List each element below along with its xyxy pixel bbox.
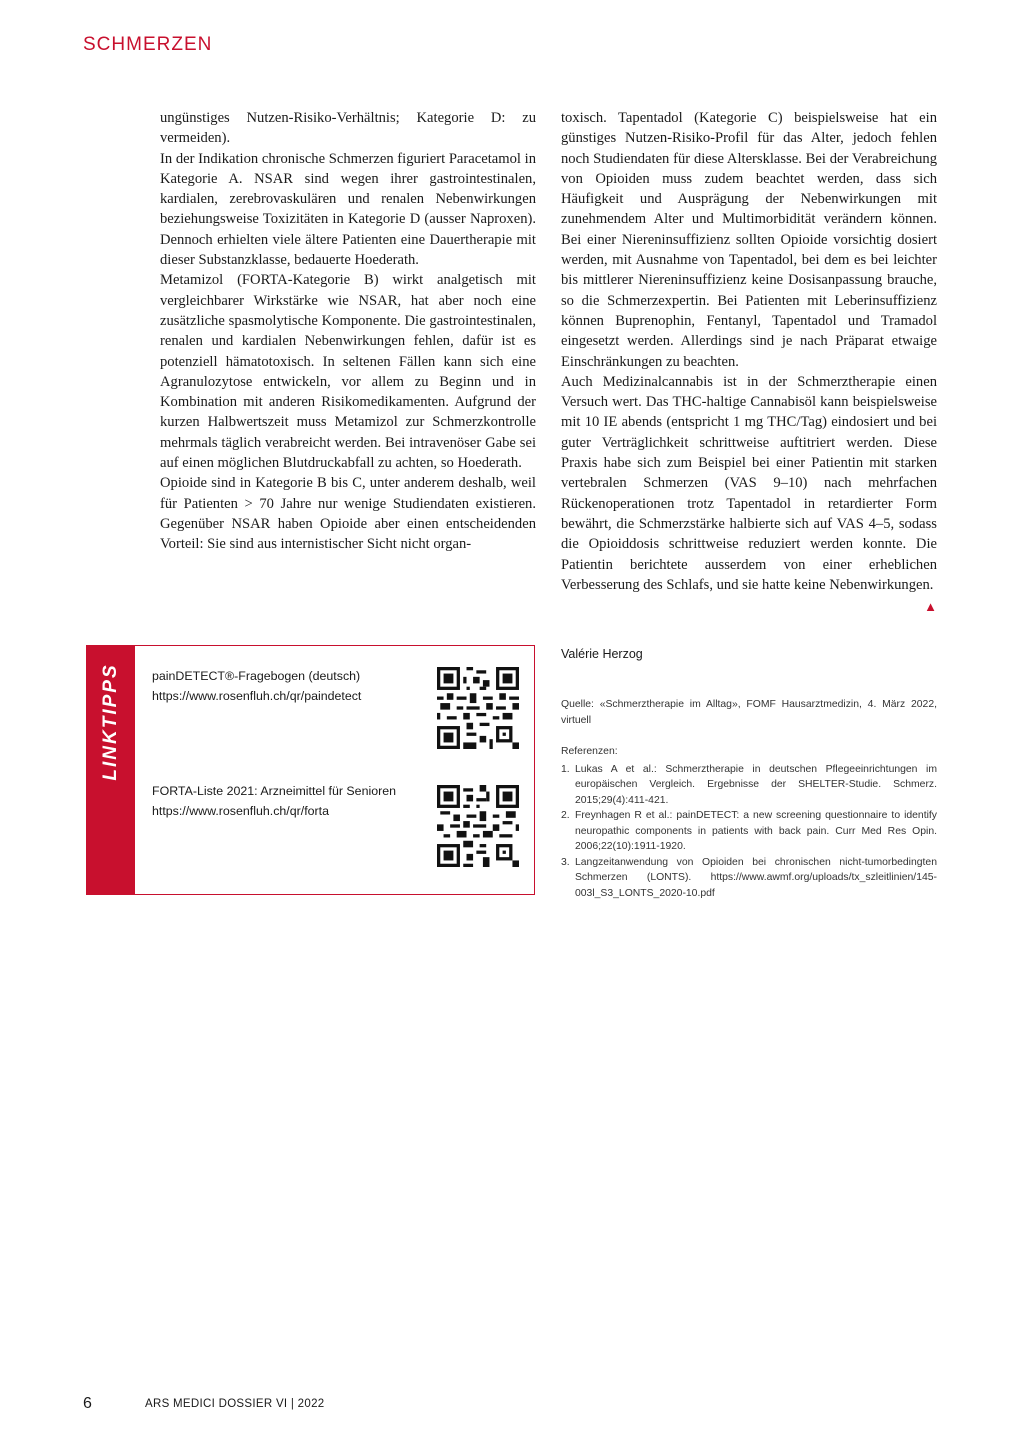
link-title: FORTA-Liste 2021: Arzneimittel für Senioren (152, 784, 397, 798)
reference-item (561, 808, 937, 855)
linktipps-band (87, 646, 135, 894)
linktipps-box (86, 645, 535, 895)
linktipp-forta[interactable] (152, 781, 396, 821)
link-url[interactable]: https://www.rosenfluh.ch/qr/forta (152, 804, 329, 818)
qr-code-icon[interactable] (437, 784, 519, 868)
references (561, 744, 937, 901)
reference-item (561, 855, 937, 902)
left-text-column (160, 108, 536, 555)
reference-item (561, 762, 937, 809)
link-url[interactable]: https://www.rosenfluh.ch/qr/paindetect (152, 689, 362, 703)
reference-number: 3. (561, 856, 570, 868)
paragraph: Opioide sind in Kategorie B bis C, unter anderem deshalb, weil für Patienten > 70 Jahre nur wenige Studiendaten existieren. Gegenüber NSAR haben Opioide aber einen entscheidenden Vorteil: Sie sind aus internistischer Sicht nicht organ- (160, 475, 536, 553)
reference-text: Lukas A et al.: Schmerztherapie in deutschen Pflegeeinrichtungen im europäischen Vergleich. Ergebnisse der SHELTER-Studie. Schmerz. 2015;29(4):411-421. (575, 763, 937, 806)
author: Valérie Herzog (561, 647, 643, 661)
linktipps-label: LINKTIPPS (100, 663, 121, 781)
source-note: Quelle: «Schmerztherapie im Alltag», FOMF Hausarztmedizin, 4. März 2022, virtuell (561, 699, 937, 726)
qr-code-icon[interactable] (437, 666, 519, 750)
publication-name: ARS MEDICI DOSSIER VI | 2022 (145, 1398, 325, 1410)
paragraph (561, 372, 937, 615)
reference-number: 1. (561, 763, 570, 775)
reference-number: 2. (561, 810, 570, 821)
end-of-article-icon: ▲ (924, 599, 937, 615)
paragraph: toxisch. Tapentadol (Kategorie C) beispielsweise hat ein günstiges Nutzen-Risiko-Profil für das Alter, jedoch fehlen noch Studiendaten für diese Altersklasse. Bei der Verabreichung von Opioiden muss zudem beachtet werden, dass sich Häufigkeit und Ausprägung der Nebenwirkungen mit zunehmendem Alter und Multimorbidität verändern können. Bei einer Niereninsuffizienz sollten Opioide vorsichtig dosiert werden, mit Ausnahme von Tapentadol, bei dem es bei leichter bis mittlerer Niereninsuffizienz keine Dosisanpassung brauche, so die Schmerzexpertin. Bei Patienten mit Leberinsuffizienz können Buprenophin, Fentanyl, Tapentadol und Tramadol eingesetzt werden. Allerdings sind je nach Präparat etwaige Einschränkungen zu beachten. (561, 110, 937, 370)
paragraph: In der Indikation chronische Schmerzen figuriert Paracetamol in Kategorie A. NSAR sind wegen ihrer gastrointestinalen, kardialen, zerebrovaskulären und renalen Nebenwirkungen beziehungsweise Toxizitäten in Kategorie D (ausser Naproxen). Dennoch erhielten viele ältere Patienten eine Dauertherapie mit dieser Substanzklasse, bedauerte Hoederath. (160, 150, 536, 269)
paragraph: ungünstiges Nutzen-Risiko-Verhältnis; Kategorie D: zu vermeiden). (160, 110, 536, 147)
paragraph-text: Auch Medizinalcannabis ist in der Schmerztherapie einen Versuch wert. Das THC-haltige Cannabisöl kann beispielsweise mit 10 IE abends (entspricht 1 mg THC/Tag) eindosiert und bei guter Verträglichkeit schrittweise auftitriert werden. Diese Praxis habe sich zum Beispiel bei einer Patientin mit starken vertebralen Schmerzen (VAS 9–10) nach mehrfachen Rückenoperationen trotz Tapentadol in retardierter Form bewährt, die Schmerzstärke halbierte sich auf VAS 4–5, sodass die Opioiddosis schrittweise reduziert werden konnte. Die Patientin berichtete ausserdem von einer erheblichen Verbesserung des Schlafs, und sie hatte keine Nebenwirkungen. (561, 373, 937, 593)
page-number: 6 (83, 1395, 92, 1412)
references-heading: Referenzen: (561, 746, 618, 757)
reference-text: Langzeitanwendung von Opioiden bei chronischen nicht-tumorbedingten Schmerzen (LONTS). https://www.awmf.org/uploads/tx_szleitlinien/145-003l_S3_LONTS_2020-10.pdf (575, 856, 937, 899)
linktipp-paindetect[interactable] (152, 666, 361, 706)
paragraph: Metamizol (FORTA-Kategorie B) wirkt analgetisch mit vergleichbarer Wirkstärke wie NSAR, hat aber noch eine zusätzliche spasmolytische Komponente. Die gastrointestinalen, renalen und kardialen Nebenwirkungen fehlen, dafür ist es potenziell hämatotoxisch. In seltenen Fällen kann sich eine Agranulozytose entwickeln, vor allem zu Beginn und in Kombination mit anderen Risikomedikamenten. Aufgrund der kurzen Halbwertszeit muss Metamizol zur Schmerzkontrolle mehrmals täglich verabreicht werden. Bei intravenöser Gabe sei auf einen möglichen Blutdruckabfall zu achten, so Hoederath. (160, 272, 536, 472)
reference-text: Freynhagen R et al.: painDETECT: a new screening questionnaire to identify neuropathic components in patients with back pain. Curr Med Res Opin. 2006;22(10):1911-1920. (575, 810, 937, 852)
section-title: SCHMERZEN (83, 34, 213, 55)
link-title: painDETECT®-Fragebogen (deutsch) (152, 669, 361, 683)
right-text-column (561, 108, 937, 617)
